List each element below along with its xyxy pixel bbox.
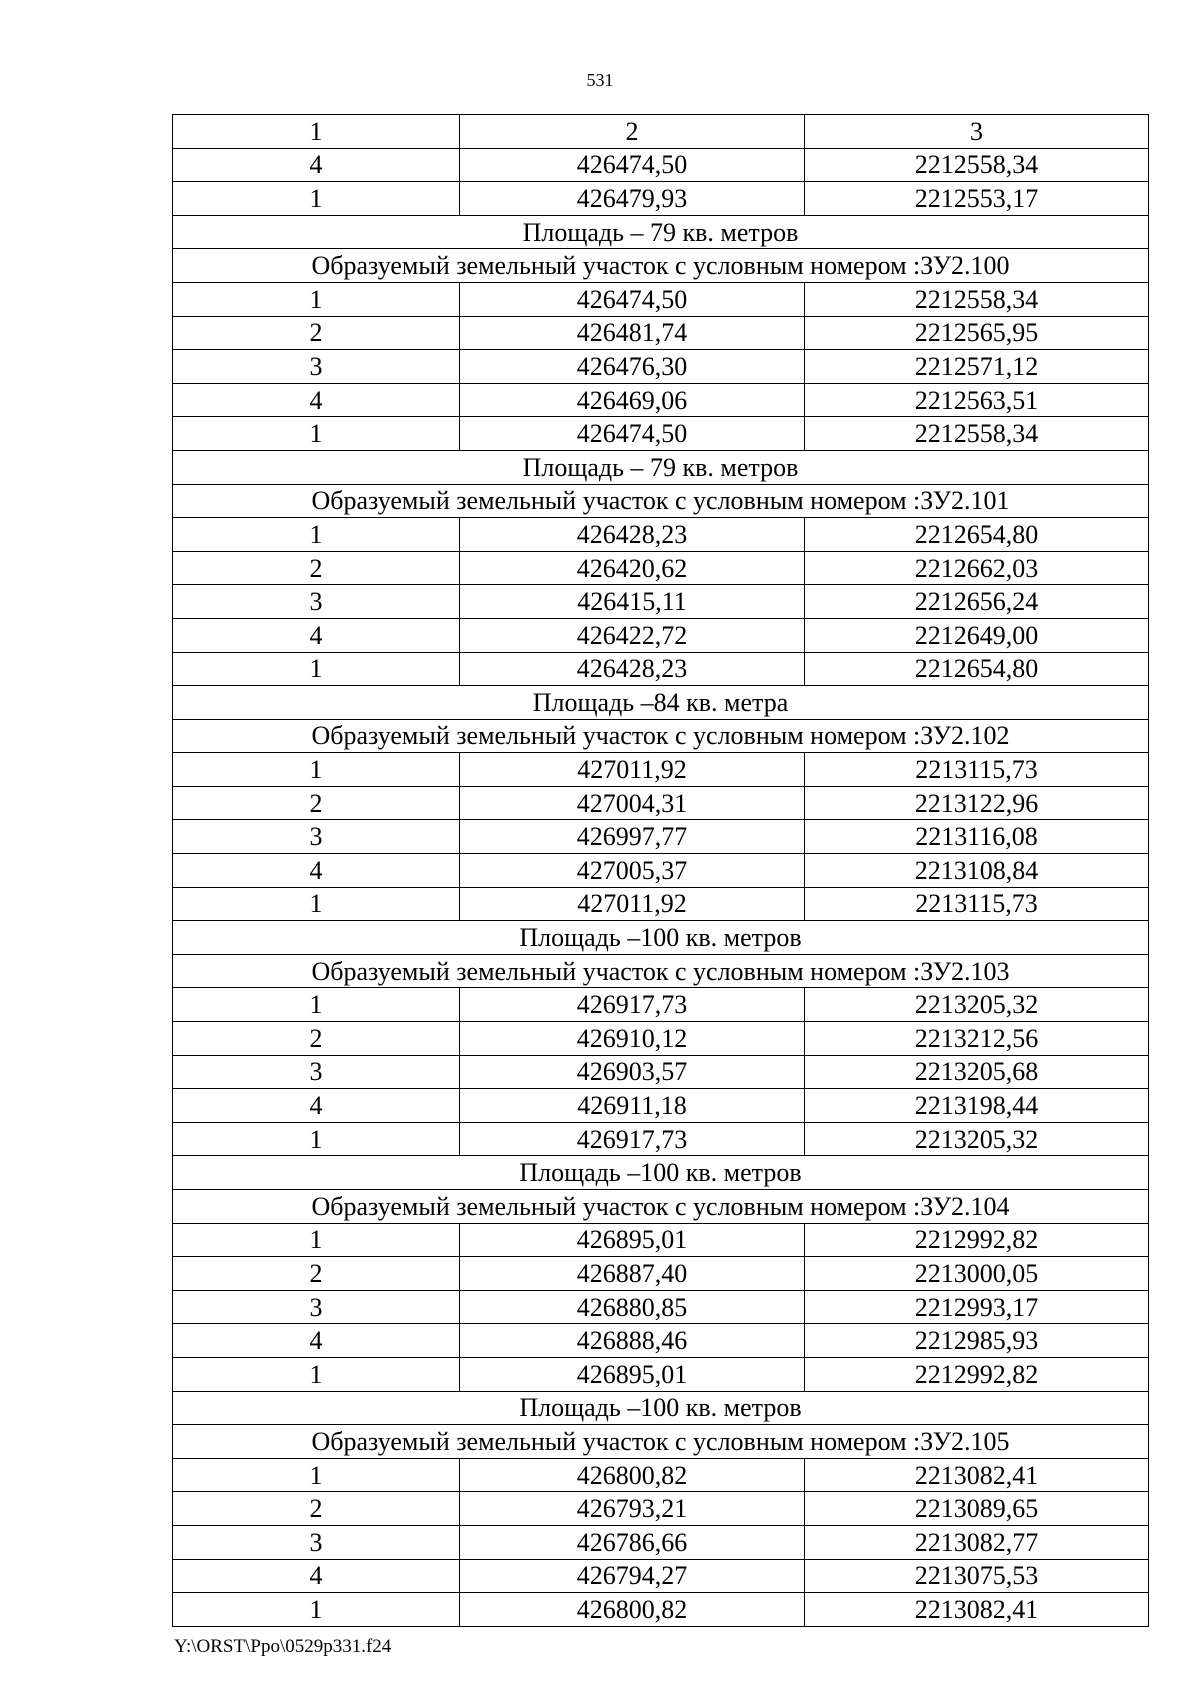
x-coordinate-cell: 426422,72 (460, 618, 805, 652)
coordinates-table (172, 114, 1149, 1627)
area-row (173, 686, 1149, 720)
table-row (173, 1089, 1149, 1123)
table-row (173, 618, 1149, 652)
point-number-cell: 1 (173, 753, 460, 787)
table-row (173, 820, 1149, 854)
point-number-cell: 4 (173, 618, 460, 652)
x-coordinate-cell: 426911,18 (460, 1089, 805, 1123)
point-number-cell: 4 (173, 854, 460, 888)
table-row (173, 854, 1149, 888)
y-coordinate-cell: 2213089,65 (805, 1492, 1149, 1526)
point-number-cell: 3 (173, 1525, 460, 1559)
point-number-cell: 1 (173, 652, 460, 686)
y-coordinate-cell: 2213205,32 (805, 1122, 1149, 1156)
point-number-cell: 3 (173, 585, 460, 619)
table-row (173, 148, 1149, 182)
point-number-cell: 1 (173, 1122, 460, 1156)
parcel-heading-row (173, 1190, 1149, 1224)
area-row (173, 1156, 1149, 1190)
x-coordinate-cell: 426481,74 (460, 316, 805, 350)
point-number-cell: 4 (173, 1559, 460, 1593)
table-row (173, 1055, 1149, 1089)
x-coordinate-cell: 426917,73 (460, 988, 805, 1022)
area-row (173, 215, 1149, 249)
point-number-cell: 1 (173, 1458, 460, 1492)
y-coordinate-cell: 2212565,95 (805, 316, 1149, 350)
area-row (173, 921, 1149, 955)
table-row (173, 316, 1149, 350)
x-coordinate-cell: 426910,12 (460, 1022, 805, 1056)
x-coordinate-cell: 426917,73 (460, 1122, 805, 1156)
point-number-cell: 1 (173, 282, 460, 316)
table-row (173, 417, 1149, 451)
x-coordinate-cell: 426895,01 (460, 1357, 805, 1391)
header-cell: 1 (173, 115, 460, 149)
y-coordinate-cell: 2212563,51 (805, 383, 1149, 417)
x-coordinate-cell: 426800,82 (460, 1593, 805, 1627)
y-coordinate-cell: 2213198,44 (805, 1089, 1149, 1123)
x-coordinate-cell: 427005,37 (460, 854, 805, 888)
table-row (173, 1525, 1149, 1559)
x-coordinate-cell: 426997,77 (460, 820, 805, 854)
point-number-cell: 2 (173, 786, 460, 820)
y-coordinate-cell: 2212649,00 (805, 618, 1149, 652)
x-coordinate-cell: 426880,85 (460, 1290, 805, 1324)
point-number-cell: 4 (173, 1089, 460, 1123)
point-number-cell: 1 (173, 887, 460, 921)
y-coordinate-cell: 2212571,12 (805, 350, 1149, 384)
y-coordinate-cell: 2212558,34 (805, 417, 1149, 451)
x-coordinate-cell: 427011,92 (460, 753, 805, 787)
y-coordinate-cell: 2212985,93 (805, 1324, 1149, 1358)
area-label: Площадь –84 кв. метра (173, 686, 1149, 720)
point-number-cell: 1 (173, 182, 460, 216)
x-coordinate-cell: 426420,62 (460, 551, 805, 585)
x-coordinate-cell: 426786,66 (460, 1525, 805, 1559)
table-row (173, 1122, 1149, 1156)
y-coordinate-cell: 2212993,17 (805, 1290, 1149, 1324)
y-coordinate-cell: 2213082,77 (805, 1525, 1149, 1559)
table-row (173, 1223, 1149, 1257)
y-coordinate-cell: 2213108,84 (805, 854, 1149, 888)
table-row (173, 350, 1149, 384)
table-header-row (173, 115, 1149, 149)
y-coordinate-cell: 2212558,34 (805, 282, 1149, 316)
x-coordinate-cell: 427004,31 (460, 786, 805, 820)
table-row (173, 1357, 1149, 1391)
x-coordinate-cell: 426887,40 (460, 1257, 805, 1291)
y-coordinate-cell: 2213115,73 (805, 887, 1149, 921)
parcel-heading: Образуемый земельный участок с условным номером :ЗУ2.105 (173, 1425, 1149, 1459)
point-number-cell: 2 (173, 1257, 460, 1291)
area-label: Площадь – 79 кв. метров (173, 450, 1149, 484)
area-row (173, 450, 1149, 484)
point-number-cell: 3 (173, 350, 460, 384)
point-number-cell: 2 (173, 1022, 460, 1056)
table-row (173, 383, 1149, 417)
x-coordinate-cell: 426415,11 (460, 585, 805, 619)
y-coordinate-cell: 2212656,24 (805, 585, 1149, 619)
point-number-cell: 1 (173, 1593, 460, 1627)
x-coordinate-cell: 426895,01 (460, 1223, 805, 1257)
table-row (173, 182, 1149, 216)
table-row (173, 1559, 1149, 1593)
y-coordinate-cell: 2212992,82 (805, 1223, 1149, 1257)
point-number-cell: 4 (173, 148, 460, 182)
x-coordinate-cell: 426474,50 (460, 282, 805, 316)
table-row (173, 652, 1149, 686)
x-coordinate-cell: 426794,27 (460, 1559, 805, 1593)
point-number-cell: 1 (173, 988, 460, 1022)
table-row (173, 585, 1149, 619)
point-number-cell: 2 (173, 551, 460, 585)
point-number-cell: 2 (173, 1492, 460, 1526)
parcel-heading-row (173, 249, 1149, 283)
area-label: Площадь –100 кв. метров (173, 921, 1149, 955)
area-row (173, 1391, 1149, 1425)
y-coordinate-cell: 2213082,41 (805, 1593, 1149, 1627)
x-coordinate-cell: 426476,30 (460, 350, 805, 384)
point-number-cell: 4 (173, 383, 460, 417)
x-coordinate-cell: 426800,82 (460, 1458, 805, 1492)
parcel-heading: Образуемый земельный участок с условным номером :ЗУ2.101 (173, 484, 1149, 518)
y-coordinate-cell: 2213115,73 (805, 753, 1149, 787)
x-coordinate-cell: 426469,06 (460, 383, 805, 417)
point-number-cell: 1 (173, 417, 460, 451)
parcel-heading: Образуемый земельный участок с условным номером :ЗУ2.100 (173, 249, 1149, 283)
y-coordinate-cell: 2212654,80 (805, 652, 1149, 686)
table-row (173, 887, 1149, 921)
table-row (173, 551, 1149, 585)
x-coordinate-cell: 426474,50 (460, 417, 805, 451)
coordinates-table-body (173, 115, 1149, 1627)
y-coordinate-cell: 2212654,80 (805, 518, 1149, 552)
x-coordinate-cell: 426428,23 (460, 652, 805, 686)
table-row (173, 1290, 1149, 1324)
x-coordinate-cell: 426888,46 (460, 1324, 805, 1358)
point-number-cell: 3 (173, 820, 460, 854)
y-coordinate-cell: 2213212,56 (805, 1022, 1149, 1056)
table-row (173, 1492, 1149, 1526)
table-row (173, 1593, 1149, 1627)
y-coordinate-cell: 2212553,17 (805, 182, 1149, 216)
file-path-footer: Y:\ORST\Ppo\0529p331.f24 (174, 1636, 392, 1657)
x-coordinate-cell: 426474,50 (460, 148, 805, 182)
x-coordinate-cell: 426903,57 (460, 1055, 805, 1089)
y-coordinate-cell: 2213000,05 (805, 1257, 1149, 1291)
point-number-cell: 1 (173, 1223, 460, 1257)
table-row (173, 1324, 1149, 1358)
header-cell: 3 (805, 115, 1149, 149)
parcel-heading-row (173, 484, 1149, 518)
table-row (173, 753, 1149, 787)
table-row (173, 282, 1149, 316)
table-row (173, 786, 1149, 820)
y-coordinate-cell: 2213082,41 (805, 1458, 1149, 1492)
table-row (173, 1257, 1149, 1291)
header-cell: 2 (460, 115, 805, 149)
y-coordinate-cell: 2213205,68 (805, 1055, 1149, 1089)
area-label: Площадь –100 кв. метров (173, 1391, 1149, 1425)
parcel-heading-row (173, 954, 1149, 988)
y-coordinate-cell: 2212662,03 (805, 551, 1149, 585)
point-number-cell: 4 (173, 1324, 460, 1358)
page-number: 531 (586, 70, 614, 90)
point-number-cell: 1 (173, 1357, 460, 1391)
y-coordinate-cell: 2213122,96 (805, 786, 1149, 820)
point-number-cell: 1 (173, 518, 460, 552)
x-coordinate-cell: 427011,92 (460, 887, 805, 921)
x-coordinate-cell: 426793,21 (460, 1492, 805, 1526)
area-label: Площадь – 79 кв. метров (173, 215, 1149, 249)
parcel-heading-row (173, 1425, 1149, 1459)
y-coordinate-cell: 2213116,08 (805, 820, 1149, 854)
point-number-cell: 2 (173, 316, 460, 350)
y-coordinate-cell: 2212558,34 (805, 148, 1149, 182)
parcel-heading: Образуемый земельный участок с условным номером :ЗУ2.103 (173, 954, 1149, 988)
table-row (173, 988, 1149, 1022)
y-coordinate-cell: 2212992,82 (805, 1357, 1149, 1391)
point-number-cell: 3 (173, 1290, 460, 1324)
parcel-heading: Образуемый земельный участок с условным номером :ЗУ2.104 (173, 1190, 1149, 1224)
table-row (173, 1022, 1149, 1056)
y-coordinate-cell: 2213075,53 (805, 1559, 1149, 1593)
table-row (173, 1458, 1149, 1492)
y-coordinate-cell: 2213205,32 (805, 988, 1149, 1022)
table-row (173, 518, 1149, 552)
area-label: Площадь –100 кв. метров (173, 1156, 1149, 1190)
point-number-cell: 3 (173, 1055, 460, 1089)
parcel-heading-row (173, 719, 1149, 753)
x-coordinate-cell: 426479,93 (460, 182, 805, 216)
x-coordinate-cell: 426428,23 (460, 518, 805, 552)
parcel-heading: Образуемый земельный участок с условным номером :ЗУ2.102 (173, 719, 1149, 753)
